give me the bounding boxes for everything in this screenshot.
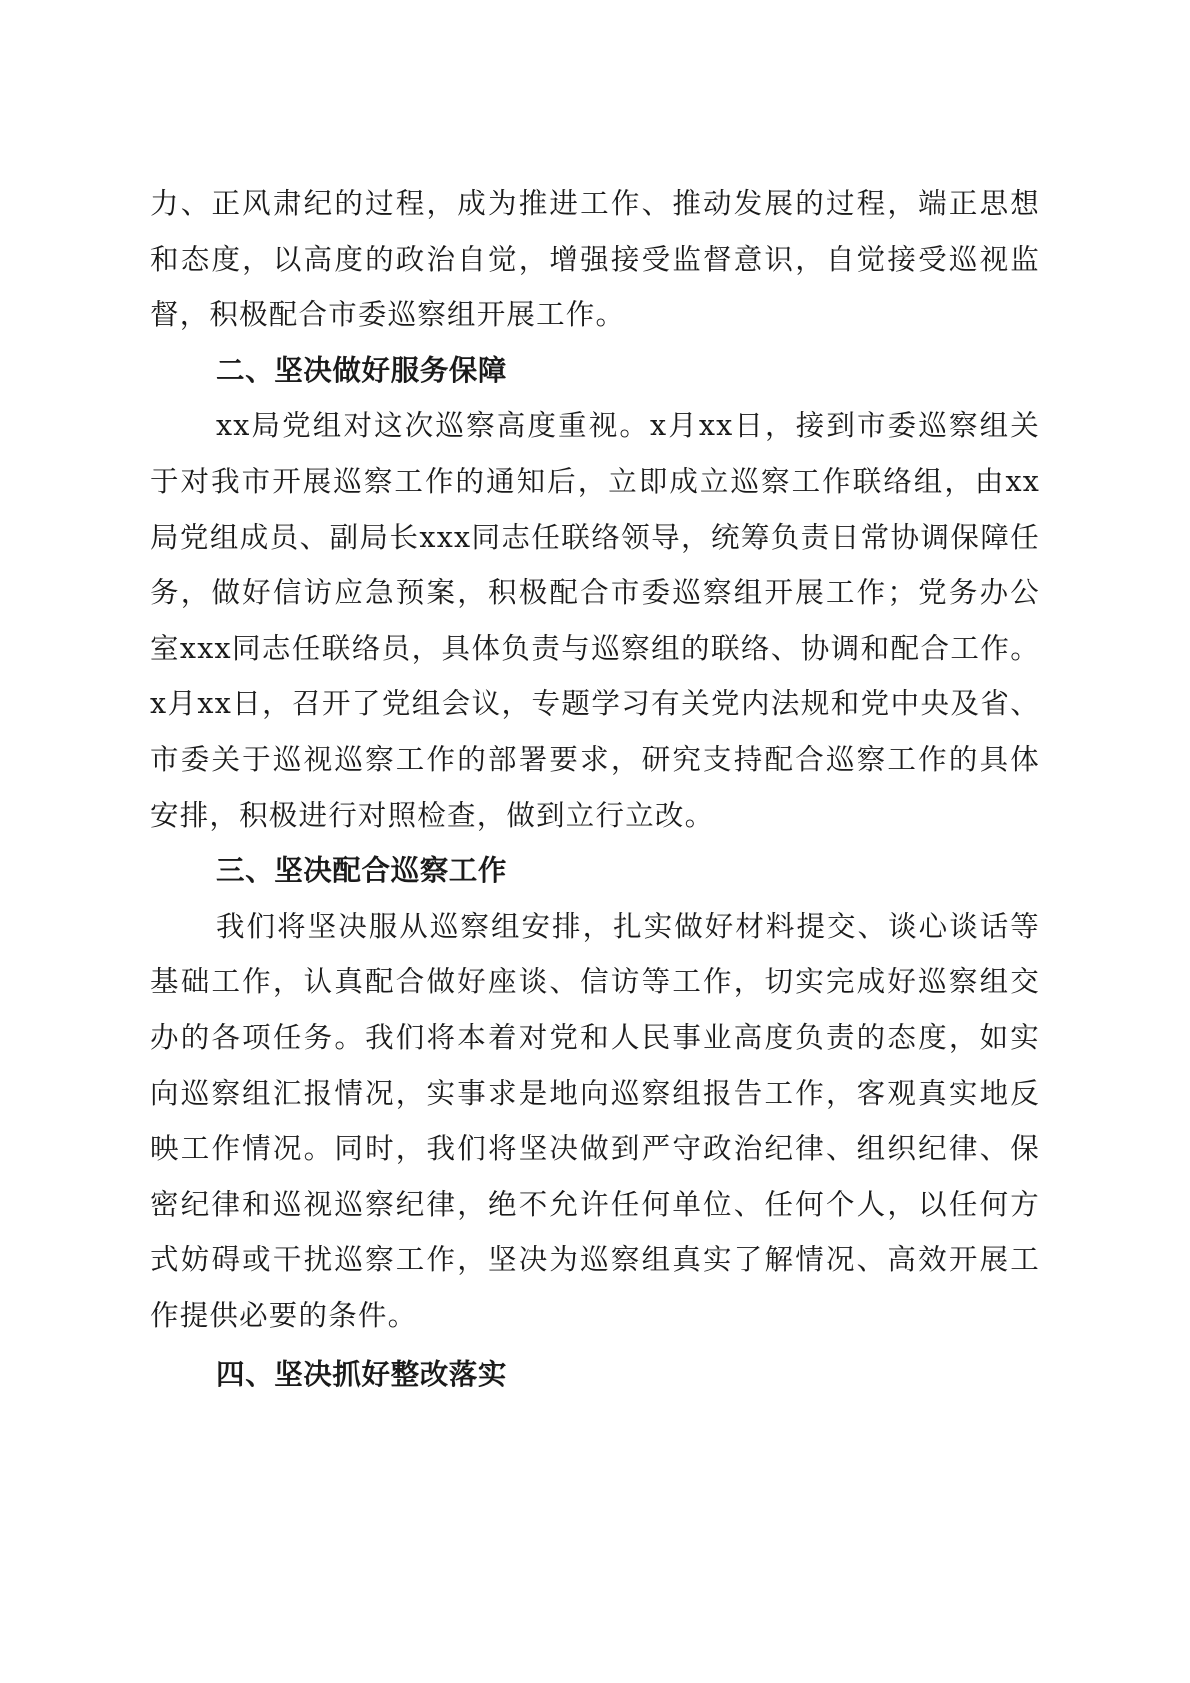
section-heading-2: 二、坚决做好服务保障	[216, 353, 508, 387]
body-paragraph-1: 力、正风肃纪的过程，成为推进工作、推动发展的过程，端正思想和态度，以高度的政治自觉，增强接受监督意识，自觉接受巡视监督，积极配合市委巡察组开展工作。	[150, 187, 1040, 332]
body-paragraph-2: xx局党组对这次巡察高度重视。x月xx日，接到市委巡察组关于对我市开展巡察工作的通知后，立即成立巡察工作联络组，由xx局党组成员、副局长xxx同志任联络领导，统筹负责日常协调保障任务，做好信访应急预案，积极配合市委巡察组开展工作；党务办公室xxx同志任联络员，具体负责与巡察组的联络、协调和配合工作。x月xx日，召开了党组会议，专题学习有关党内法规和党中央及省、市委关于巡视巡察工作的部署要求，研究支持配合巡察工作的具体安排，积极进行对照检查，做到立行立改。	[150, 409, 1040, 832]
section-heading-3: 三、坚决配合巡察工作	[216, 854, 508, 888]
section-heading-4: 四、坚决抓好整改落实	[216, 1358, 508, 1392]
document-body	[150, 176, 1040, 1403]
body-paragraph-3: 我们将坚决服从巡察组安排，扎实做好材料提交、谈心谈话等基础工作，认真配合做好座谈、信访等工作，切实完成好巡察组交办的各项任务。我们将本着对党和人民事业高度负责的态度，如实向巡察组汇报情况，实事求是地向巡察组报告工作，客观真实地反映工作情况。同时，我们将坚决做到严守政治纪律、组织纪律、保密纪律和巡视巡察纪律，绝不允许任何单位、任何个人，以任何方式妨碍或干扰巡察工作，坚决为巡察组真实了解情况、高效开展工作提供必要的条件。	[150, 909, 1040, 1332]
